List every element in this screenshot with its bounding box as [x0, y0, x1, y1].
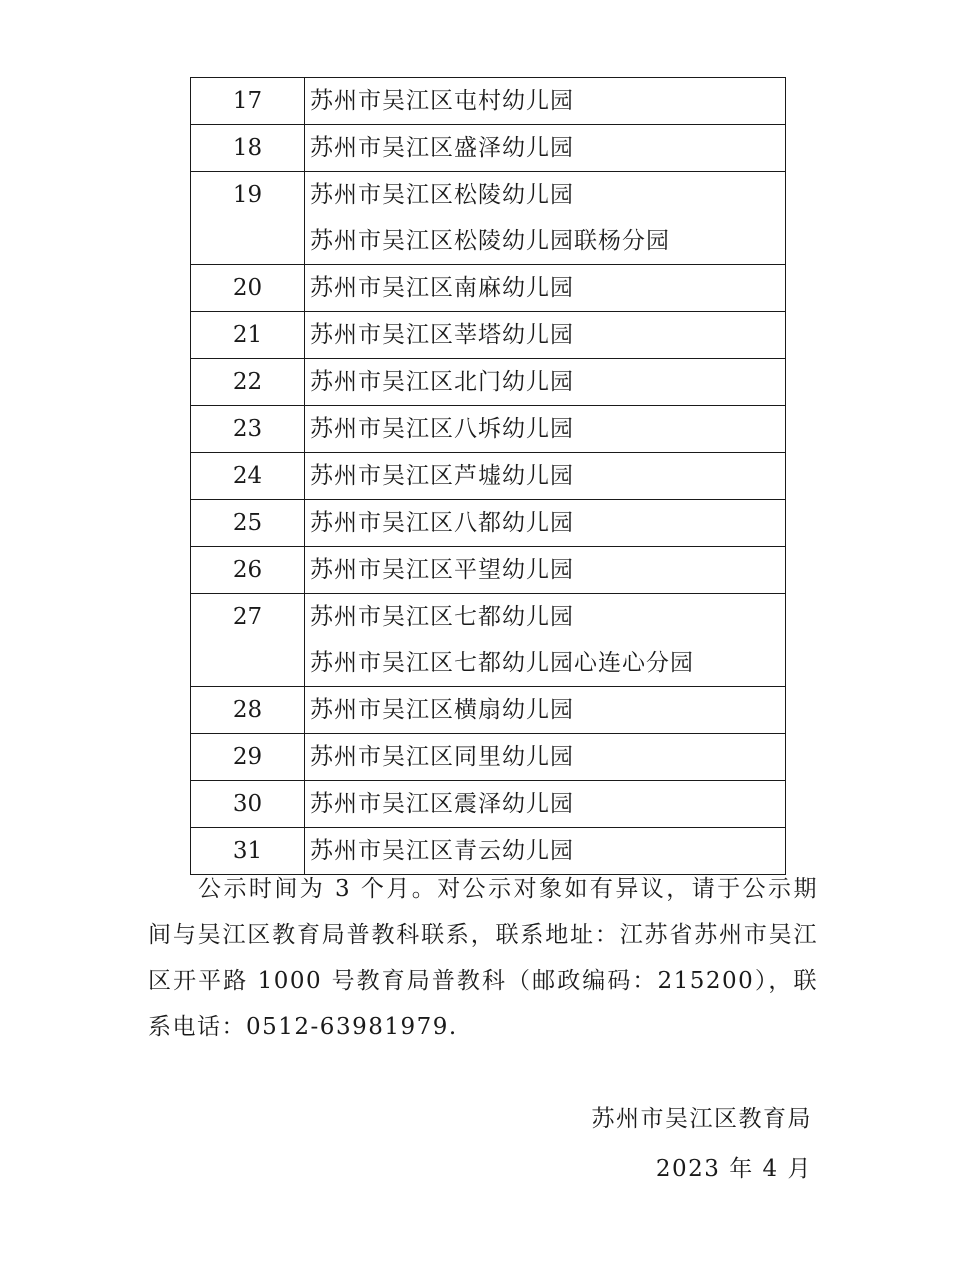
- kindergarten-name: 苏州市吴江区平望幼儿园: [310, 557, 574, 583]
- row-number: 27: [191, 594, 305, 687]
- kindergarten-names-cell: [305, 594, 786, 687]
- kindergarten-name: 苏州市吴江区莘塔幼儿园: [310, 322, 574, 348]
- kindergarten-name: 苏州市吴江区北门幼儿园: [310, 369, 574, 395]
- row-number: 29: [191, 734, 305, 781]
- table-row: [191, 125, 786, 172]
- kindergarten-names-cell: [305, 312, 786, 359]
- kindergarten-names-cell: [305, 547, 786, 594]
- row-number: 18: [191, 125, 305, 172]
- kindergarten-names-cell: [305, 359, 786, 406]
- row-number: 31: [191, 828, 305, 875]
- kindergarten-name: 苏州市吴江区盛泽幼儿园: [310, 135, 574, 161]
- table-row: [191, 594, 786, 687]
- kindergarten-name: 苏州市吴江区震泽幼儿园: [310, 791, 574, 817]
- table-row: [191, 547, 786, 594]
- kindergarten-names-cell: [305, 406, 786, 453]
- kindergarten-names-cell: [305, 687, 786, 734]
- kindergarten-name: 苏州市吴江区松陵幼儿园: [310, 182, 574, 208]
- kindergarten-name: 苏州市吴江区芦墟幼儿园: [310, 463, 574, 489]
- row-number: 25: [191, 500, 305, 547]
- kindergarten-name: 苏州市吴江区横扇幼儿园: [310, 697, 574, 723]
- kindergarten-name: 苏州市吴江区八都幼儿园: [310, 510, 574, 536]
- kindergarten-names-cell: [305, 125, 786, 172]
- kindergarten-name: 苏州市吴江区同里幼儿园: [310, 744, 574, 770]
- row-number: 20: [191, 265, 305, 312]
- row-number: 21: [191, 312, 305, 359]
- signature-block: [592, 1094, 813, 1194]
- table-body: [191, 78, 786, 875]
- table-row: [191, 406, 786, 453]
- kindergarten-names-cell: [305, 734, 786, 781]
- kindergarten-name: 苏州市吴江区青云幼儿园: [310, 838, 574, 864]
- table-row: [191, 687, 786, 734]
- row-number: 28: [191, 687, 305, 734]
- table-row: [191, 265, 786, 312]
- kindergarten-name: 苏州市吴江区南麻幼儿园: [310, 275, 574, 301]
- kindergarten-name: 苏州市吴江区屯村幼儿园: [310, 88, 574, 114]
- kindergarten-names-cell: [305, 172, 786, 265]
- issuing-organization: 苏州市吴江区教育局: [591, 1106, 812, 1132]
- kindergarten-names-cell: [305, 500, 786, 547]
- row-number: 19: [191, 172, 305, 265]
- kindergarten-name: 苏州市吴江区松陵幼儿园联杨分园: [310, 228, 670, 254]
- table-row: [191, 734, 786, 781]
- table-row: [191, 359, 786, 406]
- row-number: 22: [191, 359, 305, 406]
- table-row: [191, 453, 786, 500]
- row-number: 23: [191, 406, 305, 453]
- row-number: 26: [191, 547, 305, 594]
- kindergarten-name: 苏州市吴江区八坼幼儿园: [310, 416, 574, 442]
- table-row: [191, 78, 786, 125]
- kindergarten-names-cell: [305, 78, 786, 125]
- table-row: [191, 500, 786, 547]
- row-number: 30: [191, 781, 305, 828]
- issue-date: 2023 年 4 月: [655, 1156, 812, 1182]
- kindergarten-name: 苏州市吴江区七都幼儿园心连心分园: [310, 650, 694, 676]
- notice-paragraph: 公示时间为 3 个月。对公示对象如有异议，请于公示期间与吴江区教育局普教科联系，联系地址：江苏省苏州市吴江区开平路 1000 号教育局普教科（邮政编码：215200），联系电话：0512-63981979.: [148, 876, 818, 1040]
- table-row: [191, 781, 786, 828]
- table-row: [191, 172, 786, 265]
- kindergarten-name: 苏州市吴江区七都幼儿园: [310, 604, 574, 630]
- row-number: 24: [191, 453, 305, 500]
- table-row: [191, 312, 786, 359]
- kindergarten-names-cell: [305, 265, 786, 312]
- row-number: 17: [191, 78, 305, 125]
- kindergarten-names-cell: [305, 781, 786, 828]
- kindergarten-list-table: [190, 77, 786, 875]
- kindergarten-names-cell: [305, 453, 786, 500]
